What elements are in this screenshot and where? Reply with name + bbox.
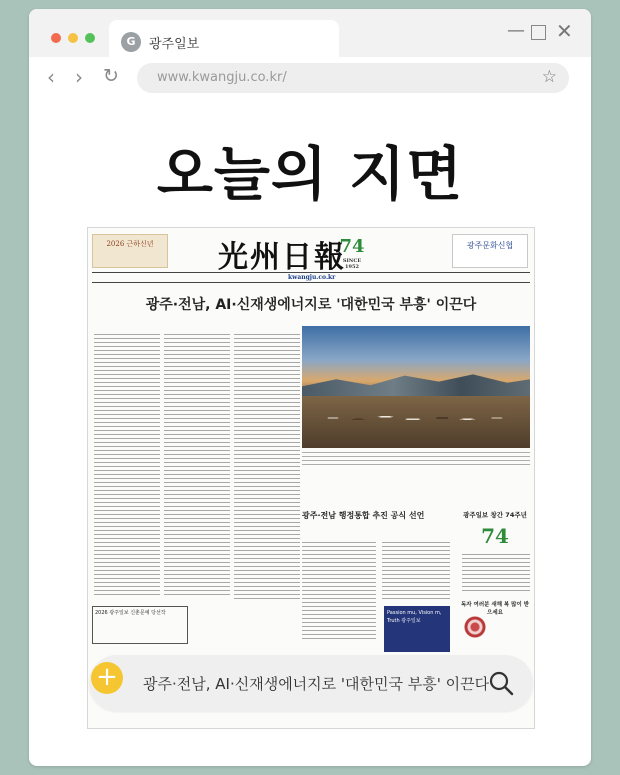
anniversary-title: 광주일보 창간 74주년 (463, 511, 527, 519)
ornament-icon (464, 616, 486, 638)
maximize-window-dot[interactable] (85, 33, 95, 43)
tab-title: 광주일보 (149, 37, 200, 52)
close-icon[interactable]: ✕ (556, 19, 573, 43)
page-title: 오늘의 지면 (156, 140, 464, 208)
newspaper-masthead: 光州日報 (218, 240, 346, 275)
search-input[interactable]: 광주·전남, AI·신재생에너지로 '대한민국 부흥' 이끈다 (143, 675, 490, 693)
minimize-icon[interactable]: — (507, 20, 525, 41)
url-text[interactable]: www.kwangju.co.kr/ (157, 70, 287, 85)
bookmark-star-icon[interactable]: ☆ (541, 67, 557, 87)
newspaper-front-page[interactable] (87, 227, 535, 729)
article-column (94, 334, 160, 598)
front-photo (302, 326, 530, 448)
forward-icon[interactable]: › (75, 65, 83, 89)
photo-ridge (302, 372, 530, 396)
maximize-icon[interactable] (531, 25, 546, 40)
close-window-dot[interactable] (51, 33, 61, 43)
favicon-icon: G (121, 32, 141, 52)
dateline-bar (92, 272, 530, 283)
address-bar[interactable] (137, 63, 569, 93)
ad-box-line: Truth 광주일보 (387, 618, 421, 624)
ad-box-line: Passion mu, Vision m, (387, 610, 442, 616)
anniversary-emblem-icon (338, 236, 366, 270)
newspaper-website: kwangju.co.kr (288, 274, 336, 281)
minimize-window-dot[interactable] (68, 33, 78, 43)
article-column (302, 542, 376, 642)
emblem-since: SINCE 1952 (342, 258, 362, 270)
article-column (382, 542, 450, 602)
ad-credit-union: 광주문화신협 (452, 234, 528, 268)
title-bar (29, 9, 591, 57)
photo-caption (302, 452, 530, 468)
anniversary-74-icon: 74 (481, 524, 509, 548)
browser-toolbar (29, 57, 591, 99)
article-column (462, 554, 530, 594)
emblem-number: 74 (339, 236, 365, 257)
article-column (234, 334, 300, 602)
new-year-greeting: 독자 여러분 새해 복 많이 받으세요 (460, 602, 530, 616)
browser-window (29, 9, 591, 766)
search-bar[interactable] (89, 655, 533, 711)
literary-contest-box (92, 606, 188, 644)
reload-icon[interactable]: ↻ (103, 65, 119, 87)
main-headline: 광주·전남, AI·신재생에너지로 '대한민국 부흥' 이끈다 (145, 297, 477, 313)
ad-box-slogan (384, 606, 450, 652)
browser-tab[interactable] (109, 20, 339, 57)
search-icon[interactable] (487, 669, 515, 697)
add-button[interactable]: + (91, 662, 123, 694)
back-icon[interactable]: ‹ (47, 65, 55, 89)
sub-headline: 광주·전남 행정통합 추진 공식 선언 (302, 511, 425, 520)
article-column (164, 334, 230, 598)
photo-horses (312, 406, 522, 430)
ad-new-year: 2026 근하신년 (92, 234, 168, 268)
literary-contest-title: 2026 광주일보 신춘문예 당선작 (95, 610, 166, 616)
